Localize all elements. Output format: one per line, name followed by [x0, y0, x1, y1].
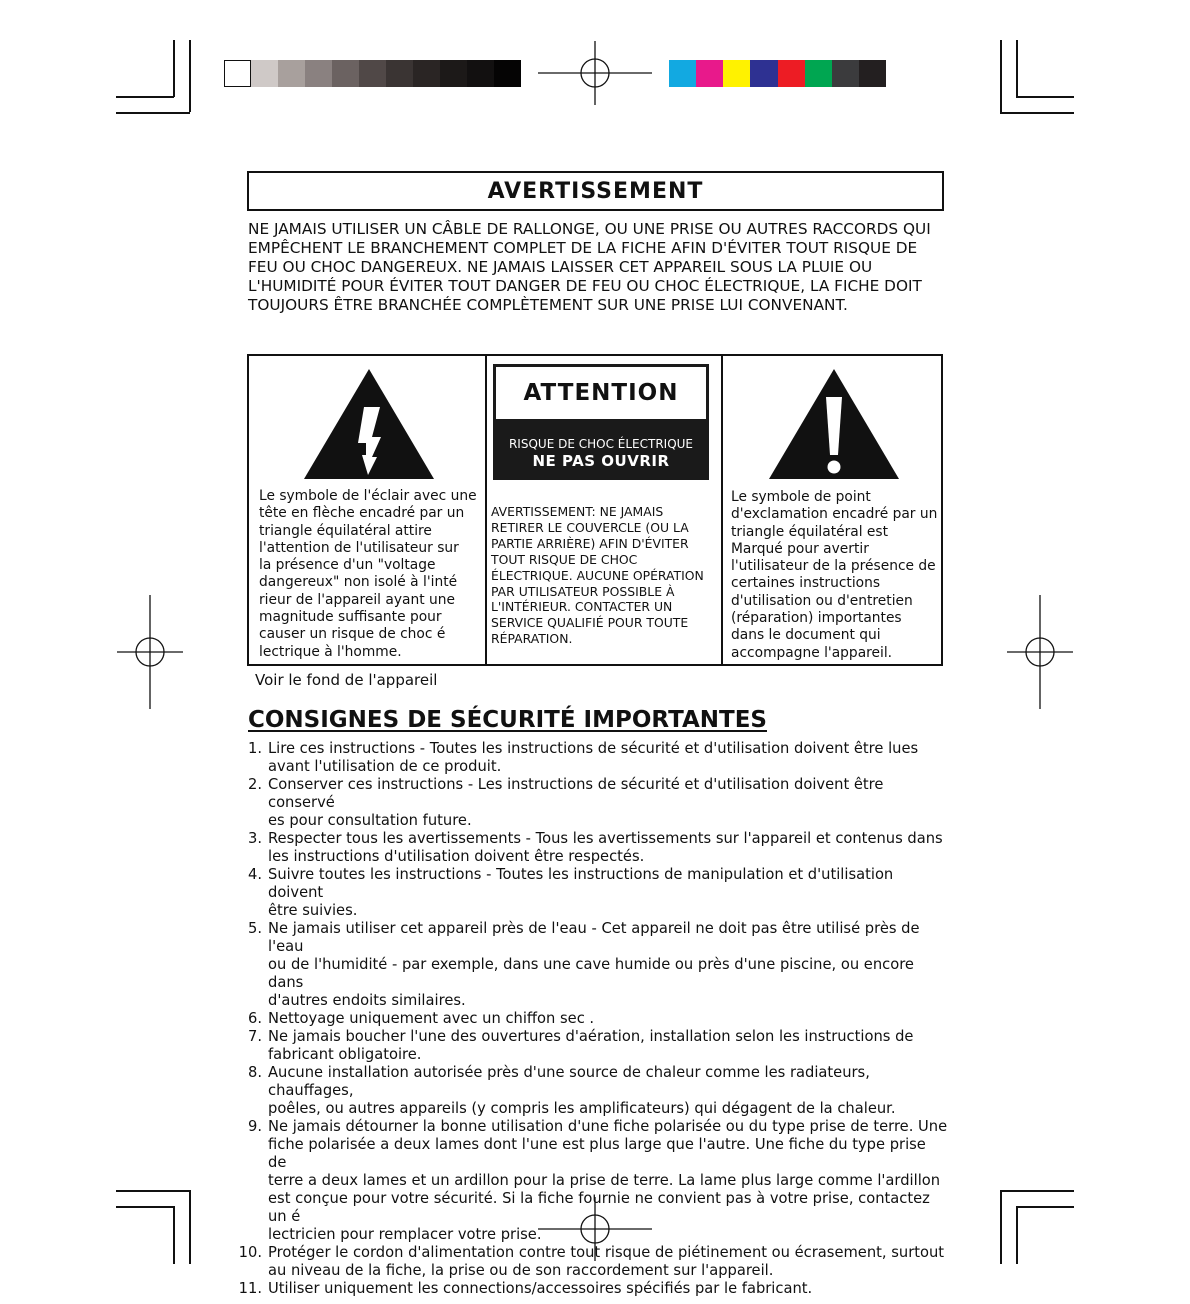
safety-item-line: Nettoyage uniquement avec un chiffon sec . — [268, 1010, 595, 1027]
text-line: lectrique à l'homme. — [259, 643, 402, 660]
text-line: l'utilisateur de la présence de — [731, 558, 936, 575]
crop-mark — [173, 1206, 175, 1264]
color-swatch — [332, 60, 359, 87]
safety-item-number: 5. — [247, 920, 262, 937]
text-line: rieur de l'appareil ayant une — [259, 591, 455, 608]
crop-mark — [1000, 112, 1074, 114]
safety-item-number: 1. — [247, 740, 262, 757]
safety-item-line: Suivre toutes les instructions - Toutes les instructions de manipulation et d'utilisation doivent — [268, 866, 894, 901]
text-line: la présence d'un "voltage — [259, 557, 436, 574]
cover-warning-text — [491, 504, 719, 647]
warning-line: TOUJOURS ÊTRE BRANCHÉE COMPLÈTEMENT SUR UNE PRISE LUI CONVENANT. — [248, 296, 848, 314]
color-swatch — [278, 60, 305, 87]
registration-mark-icon — [538, 41, 652, 105]
attention-title: ATTENTION — [496, 367, 706, 419]
warning-line: FEU OU CHOC DANGEREUX. NE JAMAIS LAISSER CET APPAREIL SOUS LA PLUIE OU — [248, 258, 873, 276]
warning-title: AVERTISSEMENT — [487, 178, 704, 204]
safety-item — [238, 1064, 948, 1118]
safety-item — [238, 830, 948, 866]
color-swatch — [413, 60, 440, 87]
safety-item-line: Aucune installation autorisée près d'une source de chaleur comme les radiateurs, chauffages, — [268, 1064, 870, 1099]
color-swatch — [696, 60, 724, 87]
text-line: l'attention de l'utilisateur sur — [259, 539, 459, 556]
attention-label — [493, 364, 709, 480]
text-line: L'INTÉRIEUR. CONTACTER UN — [491, 599, 673, 615]
lightning-warning-icon — [302, 367, 436, 481]
attention-do-not-open: NE PAS OUVRIR — [532, 452, 670, 470]
safety-item — [238, 1280, 948, 1298]
attention-subtitle: RISQUE DE CHOC ÉLECTRIQUE — [508, 437, 694, 451]
text-line: dans le document qui — [731, 627, 881, 644]
safety-item-line: avant l'utilisation de ce produit. — [268, 758, 502, 775]
color-swatch — [832, 60, 860, 87]
text-line: certaines instructions — [731, 575, 881, 592]
safety-item-line: Ne jamais détourner la bonne utilisation d'une fiche polarisée ou du type prise de terre. Une — [268, 1118, 948, 1135]
text-line: triangle équilatéral attire — [259, 522, 432, 539]
color-swatch — [494, 60, 521, 87]
text-line: (réparation) importantes — [731, 610, 902, 627]
color-swatch — [440, 60, 467, 87]
safety-item-line: poêles, ou autres appareils (y compris les amplificateurs) qui dégagent de la chaleur. — [268, 1100, 896, 1117]
safety-item-line: d'autres endoits similaires. — [268, 992, 466, 1009]
text-line: Le symbole de l'éclair avec une — [259, 488, 477, 504]
crop-mark — [1016, 1206, 1018, 1264]
crop-mark — [1000, 40, 1002, 112]
safety-item-number: 2. — [247, 776, 262, 793]
safety-item-line: lectricien pour remplacer votre prise. — [268, 1226, 542, 1243]
safety-item-line: Conserver ces instructions - Les instructions de sécurité et d'utilisation doivent être conservé — [268, 776, 884, 811]
crop-mark — [1000, 1190, 1074, 1192]
color-swatch — [305, 60, 332, 87]
crop-mark — [116, 1190, 190, 1192]
crop-mark — [116, 1206, 174, 1208]
color-swatch — [859, 60, 887, 87]
safety-item-number: 4. — [247, 866, 262, 883]
warning-title-box — [247, 171, 944, 211]
safety-item — [238, 866, 948, 920]
safety-item — [238, 1118, 948, 1244]
safety-item-line: es pour consultation future. — [268, 812, 472, 829]
color-swatch — [723, 60, 751, 87]
safety-item — [238, 740, 948, 776]
text-line: TOUT RISQUE DE CHOC — [491, 551, 638, 567]
exclamation-symbol-text — [731, 489, 941, 662]
safety-title: CONSIGNES DE SÉCURITÉ IMPORTANTES — [248, 707, 767, 733]
color-swatch — [251, 60, 278, 87]
warning-text — [248, 220, 948, 315]
safety-item-line: les instructions d'utilisation doivent être respectés. — [268, 848, 645, 865]
crop-mark — [173, 40, 175, 97]
color-swatch — [467, 60, 494, 87]
safety-item — [238, 920, 948, 1010]
text-line: causer un risque de choc é — [259, 626, 446, 643]
safety-item-line: ou de l'humidité - par exemple, dans une cave humide ou près d'une piscine, ou encore dans — [268, 956, 914, 991]
text-line: tête en flèche encadré par un — [259, 505, 465, 522]
text-line: PAR UTILISATEUR POSSIBLE À — [491, 583, 675, 599]
text-line: Marqué pour avertir — [731, 540, 869, 557]
safety-item-number: 8. — [247, 1064, 262, 1081]
safety-item-line: Ne jamais boucher l'une des ouvertures d'aération, installation selon les instructions de — [268, 1028, 914, 1045]
color-swatch — [359, 60, 386, 87]
text-line: RETIRER LE COUVERCLE (OU LA — [491, 519, 689, 535]
safety-item-line: fiche polarisée a deux lames dont l'une est plus large que l'autre. Une fiche du type prise de — [268, 1136, 926, 1171]
text-line: SERVICE QUALIFIÉ POUR TOUTE — [491, 615, 689, 631]
safety-item-line: Respecter tous les avertissements - Tous les avertissements sur l'appareil et contenus dans — [268, 830, 943, 847]
text-line: magnitude suffisante pour — [259, 609, 442, 626]
color-swatch — [386, 60, 413, 87]
safety-item-line: être suivies. — [268, 902, 358, 919]
table-divider — [721, 356, 723, 664]
table-divider — [485, 356, 487, 664]
safety-list — [238, 740, 948, 1298]
safety-item — [238, 1244, 948, 1280]
safety-item — [238, 1028, 948, 1064]
text-line: RÉPARATION. — [491, 631, 573, 647]
safety-item-line: au niveau de la fiche, la prise ou de son raccordement sur l'appareil. — [268, 1262, 774, 1279]
text-line: PARTIE ARRIÈRE) AFIN D'ÉVITER — [491, 535, 689, 551]
crop-mark — [189, 40, 191, 112]
registration-mark-icon — [1007, 595, 1073, 709]
safety-item-number: 3. — [247, 830, 262, 847]
text-line: triangle équilatéral est — [731, 523, 889, 540]
color-swatch — [669, 60, 697, 87]
safety-item-line: Protéger le cordon d'alimentation contre tout risque de piétinement ou écrasement, surtout — [268, 1244, 945, 1261]
warning-line: L'HUMIDITÉ POUR ÉVITER TOUT DANGER DE FEU OU CHOC ÉLECTRIQUE, LA FICHE DOIT — [248, 277, 922, 295]
text-line: AVERTISSEMENT: NE JAMAIS — [491, 504, 664, 519]
safety-item-line: fabricant obligatoire. — [268, 1046, 422, 1063]
color-swatch — [224, 60, 251, 87]
crop-mark — [1016, 96, 1074, 98]
safety-item-number: 7. — [247, 1028, 262, 1045]
text-line: d'exclamation encadré par un — [731, 506, 938, 523]
registration-mark-icon — [117, 595, 183, 709]
crop-mark — [1016, 1206, 1074, 1208]
exclamation-warning-icon — [767, 367, 901, 481]
crop-mark — [116, 112, 190, 114]
safety-item-line: est conçue pour votre sécurité. Si la fiche fournie ne convient pas à votre prise, contactez un é — [268, 1190, 930, 1225]
warning-line: EMPÊCHENT LE BRANCHEMENT COMPLET DE LA FICHE AFIN D'ÉVITER TOUT RISQUE DE — [248, 239, 918, 257]
warning-line: NE JAMAIS UTILISER UN CÂBLE DE RALLONGE, OU UNE PRISE OU AUTRES RACCORDS QUI — [248, 220, 931, 238]
text-line: Le symbole de point — [731, 489, 871, 505]
text-line: ÉLECTRIQUE. AUCUNE OPÉRATION — [491, 567, 704, 583]
safety-item-number: 6. — [247, 1010, 262, 1027]
see-bottom-note: Voir le fond de l'appareil — [255, 671, 438, 689]
lightning-symbol-text — [259, 488, 484, 661]
color-swatch — [805, 60, 833, 87]
safety-item-line: Utiliser uniquement les connections/accessoires spécifiés par le fabricant. — [268, 1280, 813, 1297]
safety-item-number: 9. — [247, 1118, 262, 1135]
text-line: dangereux" non isolé à l'inté — [259, 574, 458, 591]
safety-item-line: Ne jamais utiliser cet appareil près de l'eau - Cet appareil ne doit pas être utilisé près de l'eau — [268, 920, 920, 955]
text-line: d'utilisation ou d'entretien — [731, 592, 913, 609]
crop-mark — [116, 96, 174, 98]
text-line: accompagne l'appareil. — [731, 644, 893, 661]
safety-item-line: Lire ces instructions - Toutes les instructions de sécurité et d'utilisation doivent être lues — [268, 740, 919, 757]
safety-item — [238, 776, 948, 830]
safety-item — [238, 1010, 948, 1028]
crop-mark — [1000, 1190, 1002, 1264]
color-swatch — [778, 60, 806, 87]
safety-item-number: 10. — [238, 1244, 262, 1261]
crop-mark — [1016, 40, 1018, 97]
safety-item-line: terre a deux lames et un ardillon pour la prise de terre. La lame plus large comme l'ardillon — [268, 1172, 941, 1189]
crop-mark — [189, 1190, 191, 1264]
safety-item-number: 11. — [238, 1280, 262, 1297]
color-swatch — [750, 60, 778, 87]
